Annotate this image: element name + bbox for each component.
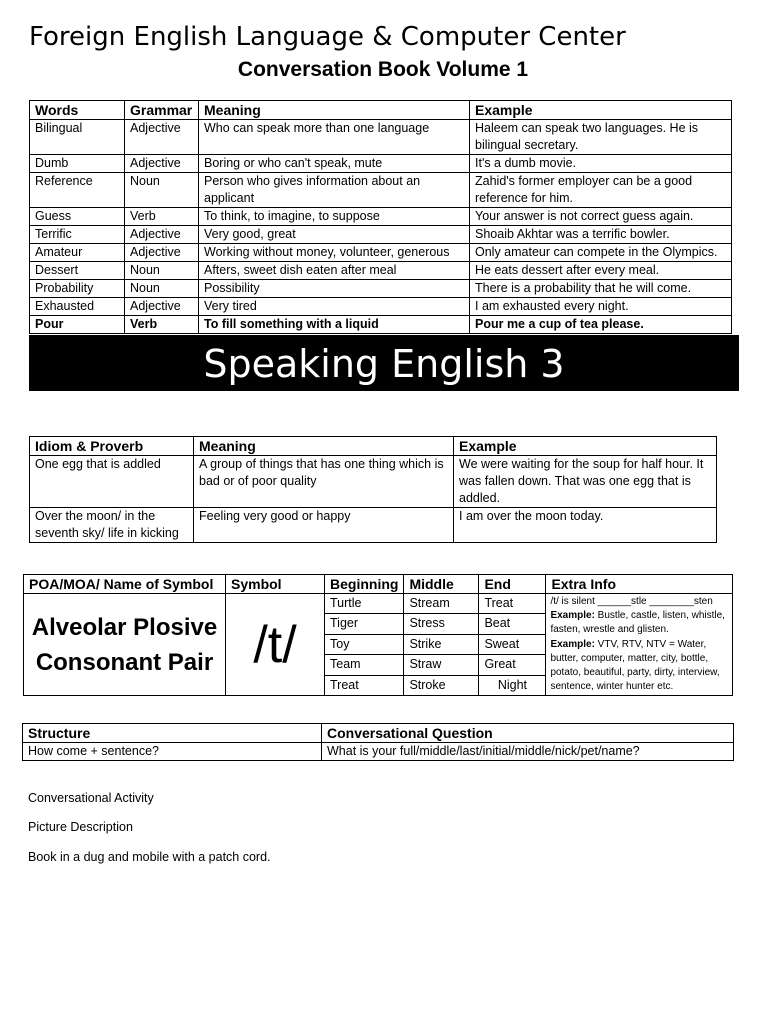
picture-description-text: Book in a dug and mobile with a patch cord. [28, 850, 271, 864]
table-cell: Adjective [125, 298, 199, 316]
table-cell: Noun [125, 173, 199, 208]
table-row [30, 226, 732, 244]
table-cell: We were waiting for the soup for half hour. It was fallen down. That was one egg that is addled. [454, 456, 717, 508]
beginning-word: Toy [325, 634, 404, 654]
table-header-row [23, 724, 734, 743]
table-cell: Boring or who can't speak, mute [199, 155, 470, 173]
table-row [30, 173, 732, 208]
end-word: Night [479, 675, 546, 695]
table-cell: Adjective [125, 244, 199, 262]
beginning-word: Treat [325, 675, 404, 695]
table-cell: There is a probability that he will come. [470, 280, 732, 298]
table-cell: Pour me a cup of tea please. [470, 316, 732, 334]
table-cell: I am exhausted every night. [470, 298, 732, 316]
table-cell: Feeling very good or happy [194, 508, 454, 543]
table-row [30, 508, 717, 543]
column-header: Idiom & Proverb [30, 437, 194, 456]
table-cell: To fill something with a liquid [199, 316, 470, 334]
table-cell: It's a dumb movie. [470, 155, 732, 173]
vocabulary-table [29, 100, 732, 334]
end-word: Beat [479, 614, 546, 634]
table-row [30, 262, 732, 280]
table-header-row [30, 101, 732, 120]
column-header: Extra Info [546, 575, 733, 594]
table-cell: Adjective [125, 120, 199, 155]
table-cell: Dessert [30, 262, 125, 280]
table-row [24, 594, 733, 614]
page-title: Foreign English Language & Computer Center [29, 22, 626, 52]
table-row [23, 743, 734, 761]
picture-description-heading: Picture Description [28, 820, 133, 834]
end-word: Treat [479, 594, 546, 614]
column-header: Beginning [325, 575, 404, 594]
table-cell: One egg that is addled [30, 456, 194, 508]
table-header-row [24, 575, 733, 594]
table-cell: Who can speak more than one language [199, 120, 470, 155]
table-cell: Noun [125, 280, 199, 298]
idiom-table [29, 436, 717, 543]
activity-heading: Conversational Activity [28, 791, 154, 805]
example-text: VTV, RTV, NTV = Water, butter, computer, matter, city, bottle, potato, beautiful, party, dirty, interview, sentence, winter hunter etc. [550, 638, 720, 693]
table-cell: Bilingual [30, 120, 125, 155]
table-cell: Your answer is not correct guess again. [470, 208, 732, 226]
middle-word: Stroke [404, 675, 479, 695]
table-cell: A group of things that has one thing which is bad or of poor quality [194, 456, 454, 508]
table-cell: Pour [30, 316, 125, 334]
table-cell: Noun [125, 262, 199, 280]
table-cell: Haleem can speak two languages. He is bilingual secretary. [470, 120, 732, 155]
column-header: End [479, 575, 546, 594]
table-cell: Probability [30, 280, 125, 298]
table-cell: Adjective [125, 226, 199, 244]
table-cell: Zahid's former employer can be a good reference for him. [470, 173, 732, 208]
column-header: Structure [23, 724, 322, 743]
subtitle-text: Conversation Book Volume 1 [237, 58, 529, 81]
table-cell: What is your full/middle/last/initial/middle/nick/pet/name? [322, 743, 734, 761]
extra-info-cell [546, 594, 733, 696]
table-row [30, 298, 732, 316]
table-cell: Dumb [30, 155, 125, 173]
table-cell: I am over the moon today. [454, 508, 717, 543]
table-cell: Very good, great [199, 226, 470, 244]
table-row [30, 244, 732, 262]
beginning-word: Turtle [325, 594, 404, 614]
table-row [30, 120, 732, 155]
column-header: Example [470, 101, 732, 120]
column-header: Meaning [199, 101, 470, 120]
example-label: Example: [550, 610, 595, 622]
table-cell: Very tired [199, 298, 470, 316]
table-cell: Possibility [199, 280, 470, 298]
column-header: POA/MOA/ Name of Symbol [24, 575, 226, 594]
symbol-name-cell: Alveolar Plosive Consonant Pair [24, 594, 226, 696]
column-header: Symbol [226, 575, 325, 594]
middle-word: Straw [404, 655, 479, 675]
column-header: Meaning [194, 437, 454, 456]
table-cell: Amateur [30, 244, 125, 262]
table-header-row [30, 437, 717, 456]
example-label: Example: [550, 638, 595, 650]
middle-word: Strike [404, 634, 479, 654]
table-cell: Person who gives information about an applicant [199, 173, 470, 208]
middle-word: Stream [404, 594, 479, 614]
column-header: Example [454, 437, 717, 456]
phonetic-symbol-table [23, 574, 733, 696]
table-row [30, 316, 732, 334]
table-cell: Verb [125, 208, 199, 226]
table-cell: To think, to imagine, to suppose [199, 208, 470, 226]
table-cell: Over the moon/ in the seventh sky/ life in kicking [30, 508, 194, 543]
middle-word: Stress [404, 614, 479, 634]
table-cell: How come + sentence? [23, 743, 322, 761]
table-cell: Terrific [30, 226, 125, 244]
column-header: Middle [404, 575, 479, 594]
table-cell: Exhausted [30, 298, 125, 316]
end-word: Sweat [479, 634, 546, 654]
table-row [30, 456, 717, 508]
end-word: Great [479, 655, 546, 675]
example-text: Bustle, castle, listen, whistle, fasten, wrestle and glisten. [550, 610, 725, 636]
structure-table [22, 723, 734, 761]
table-cell: Shoaib Akhtar was a terrific bowler. [470, 226, 732, 244]
page-subtitle [0, 58, 768, 82]
table-cell: He eats dessert after every meal. [470, 262, 732, 280]
column-header: Words [30, 101, 125, 120]
table-row [30, 280, 732, 298]
table-row [30, 208, 732, 226]
column-header: Conversational Question [322, 724, 734, 743]
table-cell: Reference [30, 173, 125, 208]
table-cell: Adjective [125, 155, 199, 173]
beginning-word: Team [325, 655, 404, 675]
table-cell: Guess [30, 208, 125, 226]
silent-note: /t/ is silent ______stle ________sten [550, 596, 713, 607]
table-cell: Verb [125, 316, 199, 334]
table-cell: Afters, sweet dish eaten after meal [199, 262, 470, 280]
symbol-cell: /t/ [226, 594, 325, 696]
table-cell: Only amateur can compete in the Olympics. [470, 244, 732, 262]
beginning-word: Tiger [325, 614, 404, 634]
column-header: Grammar [125, 101, 199, 120]
table-cell: Working without money, volunteer, generous [199, 244, 470, 262]
section-banner: Speaking English 3 [29, 335, 739, 391]
table-row [30, 155, 732, 173]
